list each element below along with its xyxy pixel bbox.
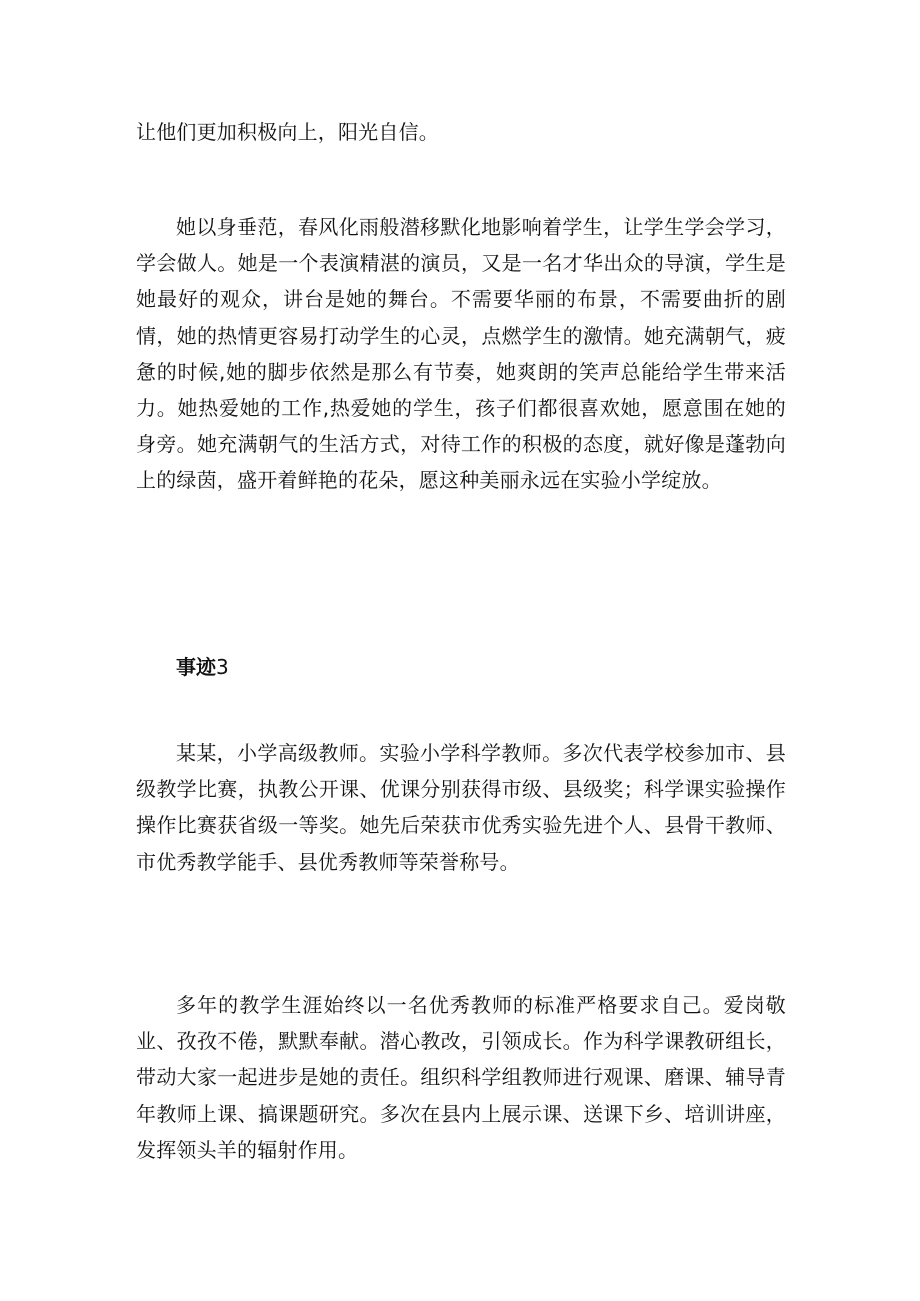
paragraph-teaching-career: 多年的教学生涯始终以一名优秀教师的标准严格要求自己。爱岗敬业、孜孜不倦，默默奉献。潜心教改，引领成长。作为科学课教研组长，带动大家一起进步是她的责任。组织科学组教师进行观课、磨课、辅导青年教师上课、搞课题研究。多次在县内上展示课、送课下乡、培训讲座，发挥领头羊的辐射作用。	[136, 993, 786, 1162]
paragraph-intro-ending: 让他们更加积极向上，阳光自信。	[136, 120, 439, 144]
section-heading-number: 3	[216, 655, 229, 679]
section-heading	[176, 649, 229, 685]
paragraph-teacher-profile: 某某，小学高级教师。实验小学科学教师。多次代表学校参加市、县级教学比赛，执教公开课、优课分别获得市级、县级奖；科学课实验操作操作比赛获省级一等奖。她先后荣获市优秀实验先进个人、县骨干教师、市优秀教学能手、县优秀教师等荣誉称号。	[136, 741, 786, 874]
section-heading-label: 事迹	[176, 655, 216, 679]
paragraph-teacher-role-model: 她以身垂范，春风化雨般潜移默化地影响着学生，让学生学会学习，学会做人。她是一个表演精湛的演员，又是一名才华出众的导演，学生是她最好的观众，讲台是她的舞台。不需要华丽的布景，不需要曲折的剧情，她的热情更容易打动学生的心灵，点燃学生的激情。她充满朝气，疲惫的时候,她的脚步依然是那么有节奏，她爽朗的笑声总能给学生带来活力。她热爱她的工作,热爱她的学生，孩子们都很喜欢她，愿意围在她的身旁。她充满朝气的生活方式，对待工作的积极的态度，就好像是蓬勃向上的绿茵，盛开着鲜艳的花朵，愿这种美丽永远在实验小学绽放。	[136, 215, 786, 493]
